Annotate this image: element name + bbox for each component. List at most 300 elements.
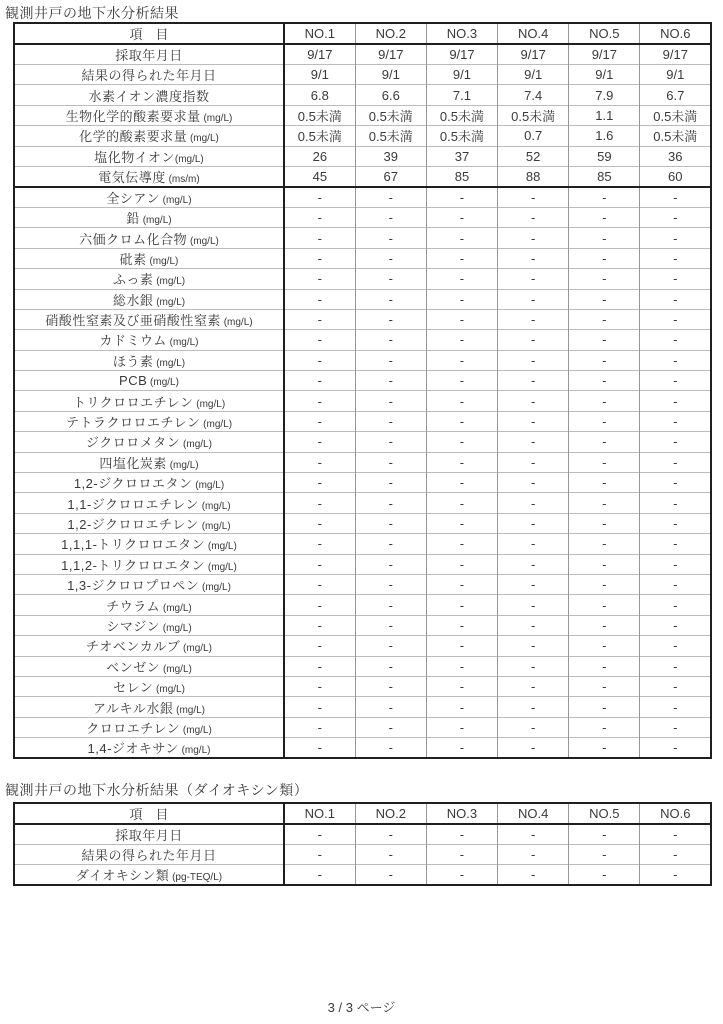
table-row [14, 636, 711, 656]
row-label-cell [14, 330, 284, 350]
value-cell: - [569, 391, 640, 411]
table-row [14, 554, 711, 574]
table-row [14, 717, 711, 737]
row-label-cell [14, 391, 284, 411]
table-row [14, 187, 711, 208]
row-label: 1,4-ジオキサン [87, 741, 179, 757]
value-cell: - [569, 513, 640, 533]
header-row [14, 803, 711, 824]
row-label-cell [14, 513, 284, 533]
value-cell: 6.7 [640, 85, 711, 105]
dioxin-analysis-table [13, 802, 712, 886]
value-cell: - [498, 574, 569, 594]
value-cell: - [498, 554, 569, 574]
value-cell: - [498, 845, 569, 865]
value-cell: - [569, 534, 640, 554]
row-label: 四塩化炭素 [99, 455, 167, 471]
value-cell: - [569, 824, 640, 845]
value-cell: - [317, 271, 323, 287]
table-row [14, 534, 711, 554]
value-cell: - [498, 391, 569, 411]
row-unit: (mg/L) [146, 255, 179, 267]
value-cell: 39 [355, 146, 426, 166]
row-label-cell [14, 309, 284, 329]
value-cell: - [426, 371, 497, 391]
value-cell: - [317, 414, 323, 430]
row-label: 結果の得られた年月日 [81, 68, 217, 84]
well-column-header: NO.6 [640, 23, 711, 44]
value-cell: - [426, 269, 497, 289]
value-cell: 9/17 [307, 47, 333, 62]
row-label-cell [14, 676, 284, 696]
row-label: ベンゼン [106, 659, 161, 675]
value-cell: 9/17 [498, 44, 569, 65]
well-column-header: NO.3 [426, 803, 497, 824]
value-cell: 0.5未満 [498, 105, 569, 125]
row-label-cell [14, 105, 284, 125]
row-label-cell [14, 289, 284, 309]
row-unit: (mg/L) [180, 724, 212, 736]
row-label: クロロエチレン [86, 720, 181, 736]
value-cell: - [355, 534, 426, 554]
table-row [14, 845, 711, 865]
value-cell: - [355, 269, 426, 289]
row-unit: (mg/L) [160, 602, 192, 614]
value-cell: - [317, 495, 323, 511]
value-cell: - [640, 207, 711, 227]
value-cell: - [498, 248, 569, 268]
value-cell: - [569, 371, 640, 391]
row-unit: (mg/L) [180, 643, 212, 655]
value-cell: 9/1 [310, 67, 329, 83]
value-cell: - [498, 636, 569, 656]
value-cell: - [498, 187, 569, 208]
row-unit: (mg/L) [174, 153, 204, 165]
table1-general-section [14, 44, 711, 187]
row-label: 1,3-ジクロロプロペン [67, 578, 200, 594]
row-label: ほう素 [112, 353, 154, 369]
value-cell: - [317, 679, 323, 695]
row-label: ダイオキシン類 [75, 868, 170, 883]
value-cell: - [317, 516, 323, 531]
value-cell: - [498, 452, 569, 472]
value-cell: - [569, 697, 640, 717]
table-row [14, 824, 711, 845]
value-cell: - [355, 717, 426, 737]
value-cell: - [640, 738, 711, 759]
value-cell: - [569, 554, 640, 574]
value-cell: - [569, 845, 640, 865]
value-cell: - [569, 656, 640, 676]
table-row [14, 656, 711, 676]
value-cell: - [498, 824, 569, 845]
value-cell: 88 [498, 166, 569, 187]
value-cell: - [317, 373, 323, 389]
row-label-cell [14, 717, 284, 737]
value-cell: - [640, 513, 711, 533]
value-cell: - [498, 371, 569, 391]
value-cell: - [640, 228, 711, 248]
table-row [14, 574, 711, 594]
value-cell: - [569, 289, 640, 309]
value-cell: - [317, 230, 323, 246]
row-unit: (mg/L) [178, 745, 211, 757]
value-cell: - [355, 554, 426, 574]
row-label: 全シアン [106, 190, 160, 206]
value-cell: 0.5未満 [640, 126, 711, 146]
value-cell: - [426, 574, 497, 594]
row-label-cell [14, 44, 284, 65]
row-unit: (mg/L) [153, 357, 186, 369]
value-cell: 9/1 [640, 65, 711, 85]
table-row [14, 105, 711, 125]
item-column-header: 項 目 [14, 803, 284, 824]
row-label: 1,1,1-トリクロロエタン [61, 537, 206, 553]
row-label-cell [14, 187, 284, 208]
value-cell: 9/1 [498, 65, 569, 85]
row-label: 六価クロム化合物 [79, 231, 188, 247]
row-label-cell [14, 656, 284, 676]
well-column-header: NO.4 [498, 803, 569, 824]
value-cell: - [426, 697, 497, 717]
table-row [14, 865, 711, 886]
row-label: 砒素 [119, 251, 147, 267]
value-cell: - [498, 289, 569, 309]
row-label-cell [14, 207, 284, 227]
row-unit: (mg/L) [173, 704, 206, 716]
value-cell: - [355, 824, 426, 845]
table-row [14, 166, 711, 187]
value-cell: 1.6 [569, 126, 640, 146]
value-cell: 9/17 [426, 44, 497, 65]
value-cell: - [317, 867, 323, 882]
value-cell: - [640, 554, 711, 574]
value-cell: - [355, 391, 426, 411]
value-cell: 7.9 [569, 85, 640, 105]
value-cell: - [317, 617, 323, 633]
value-cell: - [498, 330, 569, 350]
value-cell: - [498, 432, 569, 452]
value-cell: - [355, 411, 426, 431]
row-label: 1,1,2-トリクロロエタン [61, 557, 206, 573]
table-row [14, 697, 711, 717]
value-cell: - [355, 473, 426, 493]
value-cell: 0.5未満 [355, 126, 426, 146]
table-row [14, 432, 711, 452]
value-cell: - [569, 330, 640, 350]
table-row [14, 350, 711, 370]
value-cell: - [640, 615, 711, 635]
value-cell: - [640, 248, 711, 268]
row-unit: (mg/L) [220, 317, 253, 329]
value-cell: - [355, 309, 426, 329]
value-cell: - [317, 189, 323, 205]
value-cell: - [426, 187, 497, 208]
value-cell: - [640, 187, 711, 208]
value-cell: - [569, 676, 640, 696]
value-cell: - [426, 534, 497, 554]
table-row [14, 65, 711, 85]
value-cell: - [426, 309, 497, 329]
value-cell: - [640, 289, 711, 309]
table2-header [14, 803, 711, 824]
value-cell: - [317, 434, 323, 450]
value-cell: - [569, 738, 640, 759]
row-unit: (mg/L) [198, 500, 231, 512]
row-unit: (mg/L) [193, 398, 226, 410]
table1-substance-section [14, 187, 711, 758]
value-cell: - [426, 554, 497, 574]
value-cell: - [355, 350, 426, 370]
row-label: 採取年月日 [115, 828, 183, 843]
row-label-cell [14, 473, 284, 493]
row-label-cell [14, 636, 284, 656]
value-cell: 67 [355, 166, 426, 187]
value-cell: - [498, 513, 569, 533]
value-cell: 0.5未満 [355, 105, 426, 125]
row-label-cell [14, 452, 284, 472]
well-column-header: NO.4 [498, 23, 569, 44]
table-row [14, 473, 711, 493]
value-cell: - [355, 595, 426, 615]
table-row [14, 411, 711, 431]
row-unit: (mg/L) [166, 337, 199, 349]
well-column-header: NO.6 [640, 803, 711, 824]
value-cell: - [498, 228, 569, 248]
row-unit: (mg/L) [187, 133, 219, 145]
row-unit: (mg/L) [198, 521, 231, 532]
value-cell: 1.1 [569, 105, 640, 125]
table-row [14, 228, 711, 248]
value-cell: - [640, 865, 711, 886]
value-cell: - [355, 615, 426, 635]
row-label: 1,2-ジクロロエチレン [67, 517, 199, 532]
table-row [14, 452, 711, 472]
value-cell: - [498, 493, 569, 513]
value-cell: 6.8 [310, 87, 329, 103]
value-cell: - [640, 574, 711, 594]
value-cell: - [569, 248, 640, 268]
value-cell: - [498, 697, 569, 717]
row-unit: (mg/L) [139, 215, 172, 227]
table-row [14, 248, 711, 268]
value-cell: 9/17 [355, 44, 426, 65]
value-cell: 0.7 [498, 126, 569, 146]
value-cell: - [355, 636, 426, 656]
value-cell: - [426, 615, 497, 635]
row-unit: (mg/L) [153, 276, 186, 288]
row-label: 結果の得られた年月日 [81, 848, 217, 863]
row-unit: (mg/L) [159, 194, 192, 206]
row-label: カドミウム [99, 333, 167, 349]
value-cell: - [498, 350, 569, 370]
value-cell: - [569, 187, 640, 208]
row-label: PCB [119, 373, 148, 389]
well-column-header: NO.2 [355, 803, 426, 824]
value-cell: 9/1 [569, 65, 640, 85]
row-unit: (mg/L) [187, 235, 219, 247]
value-cell: - [640, 330, 711, 350]
value-cell: - [317, 536, 323, 552]
row-unit: (pg-TEQ/L) [169, 872, 223, 883]
value-cell: - [355, 865, 426, 886]
value-cell: - [569, 452, 640, 472]
row-label: 1,1-ジクロロエチレン [67, 496, 199, 512]
value-cell: - [640, 824, 711, 845]
value-cell: - [426, 865, 497, 886]
value-cell: - [426, 595, 497, 615]
value-cell: - [355, 452, 426, 472]
value-cell: - [640, 534, 711, 554]
value-cell: - [569, 350, 640, 370]
row-label-cell [14, 146, 284, 166]
row-label: トリクロロエチレン [72, 394, 194, 410]
value-cell: - [317, 291, 323, 307]
table-row [14, 615, 711, 635]
row-label: ジクロロメタン [86, 435, 181, 451]
value-cell: 9/17 [640, 44, 711, 65]
row-label-cell [14, 85, 284, 105]
table-row [14, 391, 711, 411]
value-cell: - [640, 493, 711, 513]
value-cell: - [355, 289, 426, 309]
value-cell: 26 [312, 148, 328, 164]
row-label-cell [14, 432, 284, 452]
value-cell: - [640, 391, 711, 411]
header-row [14, 23, 711, 44]
row-unit: (mg/L) [147, 377, 179, 389]
value-cell: - [498, 656, 569, 676]
row-unit: (mg/L) [160, 622, 192, 634]
value-cell: - [569, 865, 640, 886]
value-cell: - [355, 574, 426, 594]
value-cell: - [426, 845, 497, 865]
row-label-cell [14, 493, 284, 513]
value-cell: - [426, 330, 497, 350]
value-cell: - [317, 250, 323, 266]
value-cell: - [317, 699, 323, 715]
value-cell: - [498, 207, 569, 227]
value-cell: - [355, 207, 426, 227]
well-column-header: NO.3 [426, 23, 497, 44]
row-label: 1,2-ジクロロエタン [73, 476, 193, 492]
row-unit: (mg/L) [205, 561, 237, 573]
value-cell: 45 [312, 168, 328, 184]
row-unit: (mg/L) [192, 480, 225, 492]
value-cell: 85 [569, 166, 640, 187]
table-row [14, 207, 711, 227]
value-cell: - [317, 475, 323, 491]
row-label: シマジン [106, 618, 160, 634]
value-cell: - [317, 210, 323, 226]
value-cell: - [355, 248, 426, 268]
item-column-header: 項 目 [14, 23, 284, 44]
table2-title: 観測井戸の地下水分析結果（ダイオキシン類） [5, 782, 309, 798]
row-label-cell [14, 824, 284, 845]
row-label-cell [14, 228, 284, 248]
value-cell: - [317, 577, 323, 593]
value-cell: - [498, 615, 569, 635]
value-cell: - [569, 432, 640, 452]
value-cell: - [569, 207, 640, 227]
page-number: 3 / 3 ページ [327, 1000, 396, 1015]
value-cell: - [640, 411, 711, 431]
value-cell: - [640, 350, 711, 370]
row-label-cell [14, 697, 284, 717]
value-cell: - [426, 513, 497, 533]
value-cell: - [569, 615, 640, 635]
value-cell: - [317, 393, 323, 409]
value-cell: - [426, 824, 497, 845]
table1-title: 観測井戸の地下水分析結果 [5, 5, 179, 21]
value-cell: - [640, 309, 711, 329]
well-column-header: NO.1 [304, 806, 336, 821]
value-cell: - [317, 556, 323, 572]
value-cell: 9/1 [426, 65, 497, 85]
value-cell: - [355, 697, 426, 717]
value-cell: 52 [498, 146, 569, 166]
value-cell: - [569, 411, 640, 431]
value-cell: 85 [426, 166, 497, 187]
value-cell: - [355, 228, 426, 248]
table-row [14, 371, 711, 391]
value-cell: - [426, 473, 497, 493]
value-cell: - [426, 636, 497, 656]
value-cell: 0.5未満 [297, 108, 342, 124]
value-cell: 6.6 [355, 85, 426, 105]
value-cell: - [317, 597, 323, 613]
value-cell: - [498, 473, 569, 493]
value-cell: 0.5未満 [426, 105, 497, 125]
row-label-cell [14, 554, 284, 574]
row-unit: (mg/L) [200, 112, 233, 124]
value-cell: - [569, 309, 640, 329]
row-label: 採取年月日 [115, 48, 183, 63]
table-row [14, 269, 711, 289]
value-cell: - [640, 636, 711, 656]
value-cell: - [569, 228, 640, 248]
value-cell: 36 [640, 146, 711, 166]
value-cell: 0.5未満 [640, 105, 711, 125]
row-label-cell [14, 574, 284, 594]
value-cell: - [355, 656, 426, 676]
value-cell: 9/17 [569, 44, 640, 65]
table-row [14, 493, 711, 513]
row-label: 総水銀 [112, 292, 154, 308]
value-cell: - [640, 269, 711, 289]
row-label: 水素イオン濃度指数 [88, 88, 210, 104]
value-cell: - [317, 719, 323, 735]
row-label: 生物化学的酸素要求量 [65, 108, 201, 124]
value-cell: - [355, 187, 426, 208]
value-cell: - [569, 473, 640, 493]
value-cell: - [498, 309, 569, 329]
row-label: テトラクロロエチレン [65, 415, 201, 431]
value-cell: - [569, 269, 640, 289]
value-cell: - [569, 717, 640, 737]
table-row [14, 289, 711, 309]
value-cell: - [355, 330, 426, 350]
row-label-cell [14, 350, 284, 370]
row-unit: (mg/L) [199, 582, 231, 594]
row-unit: (ms/m) [165, 173, 200, 185]
value-cell: 59 [569, 146, 640, 166]
value-cell: - [426, 676, 497, 696]
value-cell: - [426, 717, 497, 737]
row-label-cell [14, 248, 284, 268]
row-unit: (mg/L) [166, 459, 199, 471]
row-label-cell [14, 65, 284, 85]
